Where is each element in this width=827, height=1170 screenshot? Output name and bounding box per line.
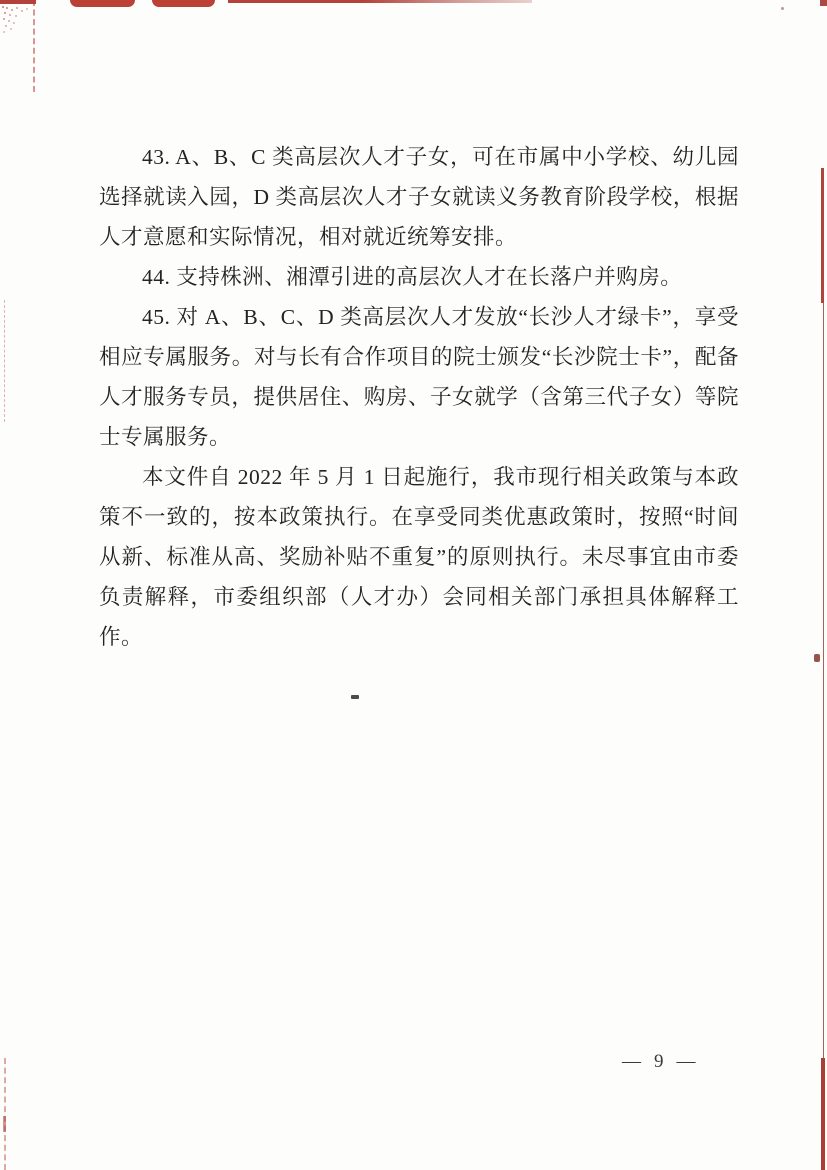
scan-mark-top-right-tick bbox=[820, 0, 827, 6]
scan-mark-right-edge-bottom bbox=[821, 1058, 825, 1170]
scan-mark-top-left-dashed-line bbox=[33, 0, 35, 92]
page-number-dash-right: — bbox=[676, 1051, 696, 1072]
scan-mark-right-edge-upper bbox=[821, 168, 824, 303]
paragraph-item-45: 45. 对 A、B、C、D 类高层次人才发放“长沙人才绿卡”，享受相应专属服务。对与长有合作项目的院士颁发“长沙院士卡”，配备人才服务专员，提供居住、购房、子女就学（含第三代子女）等院士专属服务。 bbox=[99, 305, 739, 449]
scan-mark-left-edge-strong-segment bbox=[3, 1116, 6, 1132]
paragraph-item-44: 44. 支持株洲、湘潭引进的高层次人才在长落户并购房。 bbox=[142, 265, 683, 289]
page-number-dash-left: — bbox=[622, 1051, 641, 1072]
scan-mark-top-blob-1 bbox=[70, 0, 135, 7]
scan-mark-right-edge-blob bbox=[814, 654, 820, 662]
document-body bbox=[99, 137, 739, 657]
scan-mark-top-blob-2 bbox=[152, 0, 215, 7]
paragraph-closing: 本文件自 2022 年 5 月 1 日起施行，我市现行相关政策与本政策不一致的，按本政策执行。在享受同类优惠政策时，按照“时间从新、标准从高、奖励补贴不重复”的原则执行。未尽事宜由市委负责解释，市委组织部（人才办）会同相关部门承担具体解释工作。 bbox=[99, 465, 739, 649]
scan-mark-top-line bbox=[228, 0, 532, 3]
scan-mark-top-left-dash bbox=[0, 0, 36, 4]
scan-mark-left-edge-bottom bbox=[4, 1058, 6, 1170]
scan-mark-top-right-dot bbox=[781, 7, 784, 10]
scan-mark-left-edge-upper bbox=[4, 300, 5, 422]
scan-mark-right-edge-middle bbox=[823, 303, 825, 1060]
page-number-value: 9 bbox=[654, 1051, 664, 1072]
paragraph-item-43: 43. A、B、C 类高层次人才子女，可在市属中小学校、幼儿园选择就读入园，D 类高层次人才子女就读义务教育阶段学校，根据人才意愿和实际情况，相对就近统筹安排。 bbox=[99, 145, 739, 249]
ink-speck bbox=[351, 695, 359, 699]
page-number bbox=[622, 1051, 696, 1073]
scan-mark-top-left-speckles bbox=[2, 6, 4, 8]
